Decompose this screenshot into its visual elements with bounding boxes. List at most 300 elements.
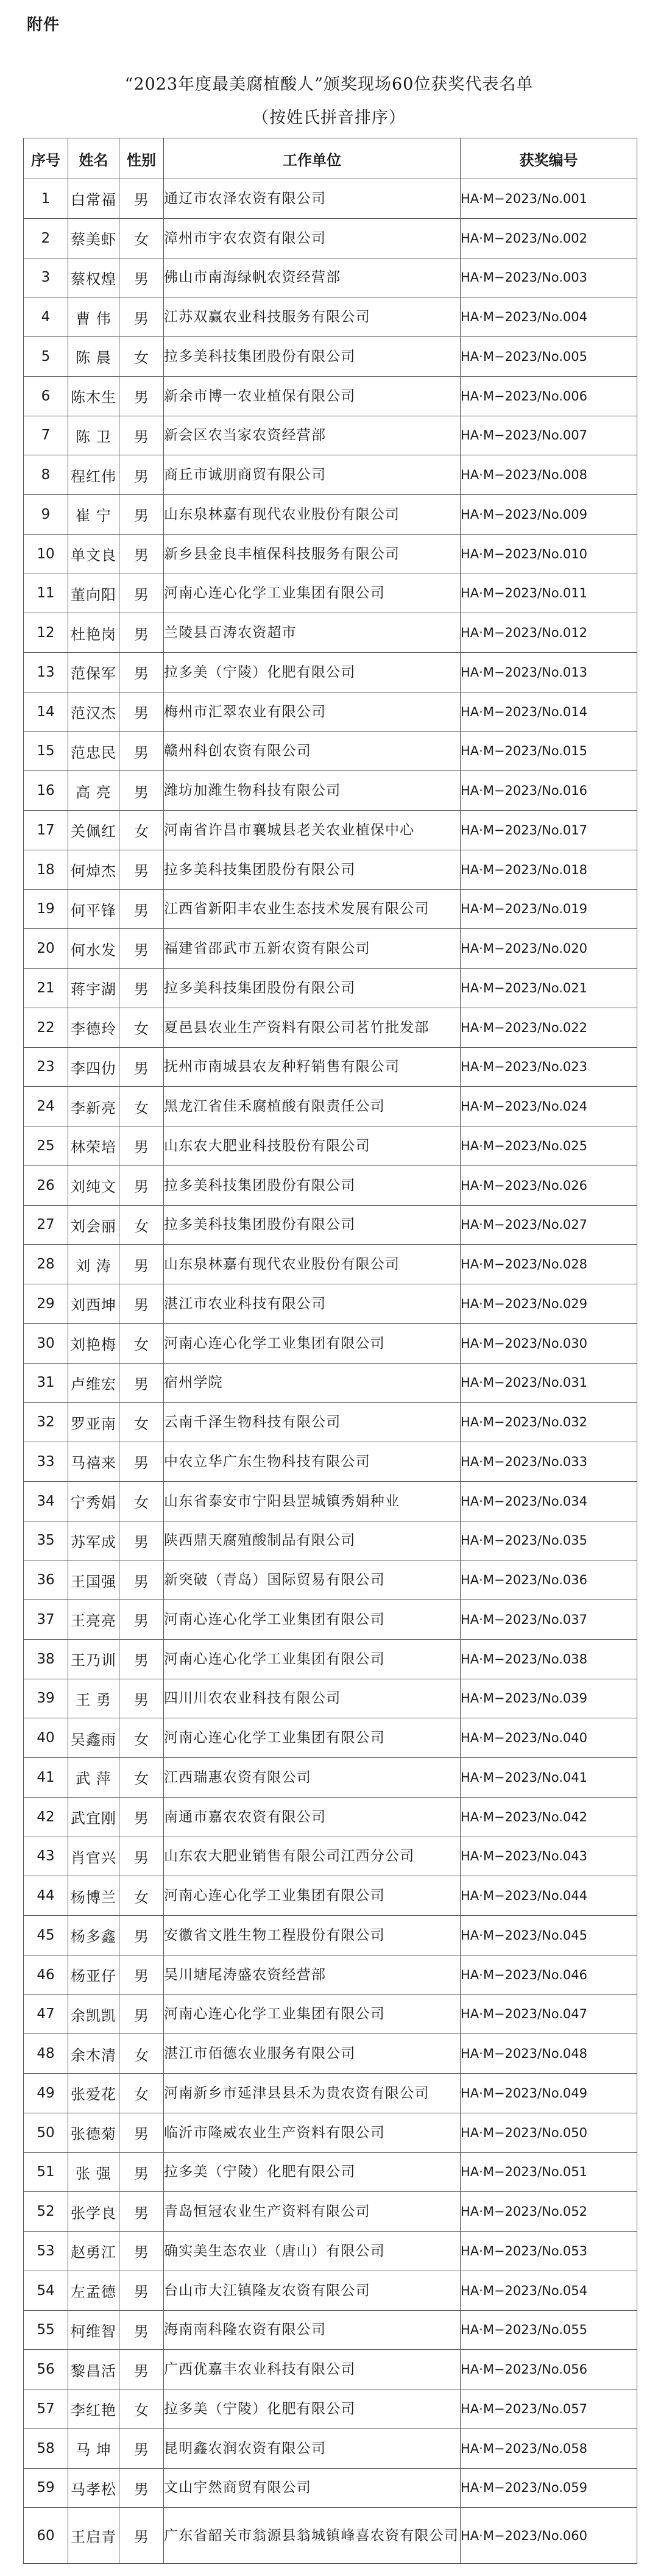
row-work-unit: 广东省韶关市翁源县翁城镇峰喜农资有限公司 (164, 2508, 461, 2564)
row-number: 54 (24, 2271, 68, 2310)
table-body (24, 179, 637, 2564)
table-row (24, 2152, 637, 2192)
row-award-code: HA·M−2023/No.060 (461, 2508, 637, 2564)
row-name: 何焯杰 (68, 850, 119, 889)
row-name: 陈 卫 (68, 416, 119, 455)
row-name: 范保军 (68, 653, 119, 692)
row-work-unit: 陕西鼎天腐殖酸制品有限公司 (164, 1521, 461, 1560)
row-award-code: HA·M−2023/No.050 (461, 2113, 637, 2152)
row-name: 武 萍 (68, 1758, 119, 1798)
row-work-unit: 商丘市诚朋商贸有限公司 (164, 455, 461, 495)
row-award-code: HA·M−2023/No.035 (461, 1521, 637, 1560)
row-name: 张 强 (68, 2152, 119, 2192)
row-work-unit: 河南心连心化学工业集团有限公司 (164, 1718, 461, 1758)
table-row (24, 455, 637, 495)
row-award-code: HA·M−2023/No.030 (461, 1323, 637, 1363)
table-row (24, 2428, 637, 2468)
row-name: 陈木生 (68, 376, 119, 416)
row-number: 45 (24, 1916, 68, 1955)
row-number: 12 (24, 613, 68, 653)
row-name: 余凯凯 (68, 1994, 119, 2034)
table-row (24, 2310, 637, 2350)
row-name: 陈 晨 (68, 337, 119, 377)
row-gender: 男 (119, 1245, 164, 1284)
table-row (24, 1639, 637, 1679)
row-award-code: HA·M−2023/No.015 (461, 731, 637, 771)
row-name: 苏军成 (68, 1521, 119, 1560)
table-row (24, 1600, 637, 1640)
row-name: 范汉杰 (68, 692, 119, 731)
table-row (24, 1126, 637, 1166)
row-number: 30 (24, 1323, 68, 1363)
row-name: 宁秀娟 (68, 1481, 119, 1521)
row-award-code: HA·M−2023/No.040 (461, 1718, 637, 1758)
row-award-code: HA·M−2023/No.020 (461, 929, 637, 969)
row-name: 刘 涛 (68, 1245, 119, 1284)
row-number: 7 (24, 416, 68, 455)
row-award-code: HA·M−2023/No.002 (461, 218, 637, 258)
row-gender: 男 (119, 2232, 164, 2271)
row-work-unit: 潍坊加潍生物科技有限公司 (164, 771, 461, 811)
row-work-unit: 中农立华广东生物科技有限公司 (164, 1442, 461, 1482)
row-gender: 男 (119, 258, 164, 297)
row-award-code: HA·M−2023/No.039 (461, 1679, 637, 1718)
row-name: 曹 伟 (68, 297, 119, 337)
row-work-unit: 河南心连心化学工业集团有限公司 (164, 574, 461, 613)
row-award-code: HA·M−2023/No.043 (461, 1837, 637, 1876)
row-award-code: HA·M−2023/No.058 (461, 2428, 637, 2468)
table-row (24, 337, 637, 377)
row-number: 23 (24, 1047, 68, 1087)
row-work-unit: 四川川农农业科技有限公司 (164, 1679, 461, 1718)
row-gender: 男 (119, 771, 164, 811)
row-gender: 女 (119, 1205, 164, 1245)
row-number: 21 (24, 969, 68, 1008)
row-number: 18 (24, 850, 68, 889)
row-number: 22 (24, 1008, 68, 1047)
row-number: 33 (24, 1442, 68, 1482)
row-name: 黎昌活 (68, 2350, 119, 2389)
table-row (24, 1481, 637, 1521)
table-row (24, 1758, 637, 1798)
row-work-unit: 青岛恒冠农业生产资料有限公司 (164, 2192, 461, 2232)
table-row (24, 1994, 637, 2034)
row-name: 王启青 (68, 2508, 119, 2564)
row-gender: 男 (119, 1521, 164, 1560)
row-name: 刘艳梅 (68, 1323, 119, 1363)
table-row (24, 1008, 637, 1047)
row-gender: 女 (119, 1876, 164, 1916)
row-name: 何平锋 (68, 889, 119, 929)
row-gender: 女 (119, 1718, 164, 1758)
row-work-unit: 拉多美（宁陵）化肥有限公司 (164, 2389, 461, 2429)
row-award-code: HA·M−2023/No.027 (461, 1205, 637, 1245)
row-name: 肖官兴 (68, 1837, 119, 1876)
table-row (24, 2389, 637, 2429)
row-award-code: HA·M−2023/No.029 (461, 1284, 637, 1324)
table-row (24, 574, 637, 613)
row-award-code: HA·M−2023/No.017 (461, 811, 637, 850)
column-header-unit: 工作单位 (164, 138, 461, 179)
row-work-unit: 山东农大肥业销售有限公司江西分公司 (164, 1837, 461, 1876)
row-name: 程红伟 (68, 455, 119, 495)
row-number: 4 (24, 297, 68, 337)
row-number: 1 (24, 179, 68, 219)
row-gender: 男 (119, 1284, 164, 1324)
row-number: 32 (24, 1403, 68, 1442)
row-work-unit: 湛江市佰德农业服务有限公司 (164, 2034, 461, 2074)
table-row (24, 1916, 637, 1955)
row-name: 刘会丽 (68, 1205, 119, 1245)
row-gender: 女 (119, 337, 164, 377)
row-name: 蒋宇湖 (68, 969, 119, 1008)
table-row (24, 771, 637, 811)
row-name: 卢维宏 (68, 1363, 119, 1403)
row-work-unit: 广西优嘉丰农业科技有限公司 (164, 2350, 461, 2389)
row-name: 杨亚仔 (68, 1955, 119, 1994)
table-row (24, 1047, 637, 1087)
table-row (24, 1521, 637, 1560)
column-header-gender: 性别 (119, 138, 164, 179)
row-gender: 男 (119, 1442, 164, 1482)
row-number: 43 (24, 1837, 68, 1876)
row-gender: 男 (119, 1126, 164, 1166)
row-work-unit: 宿州学院 (164, 1363, 461, 1403)
row-name: 何水发 (68, 929, 119, 969)
row-work-unit: 江西省新阳丰农业生态技术发展有限公司 (164, 889, 461, 929)
row-name: 蔡美虾 (68, 218, 119, 258)
row-award-code: HA·M−2023/No.010 (461, 534, 637, 574)
row-name: 白常福 (68, 179, 119, 219)
table-row (24, 1679, 637, 1718)
row-gender: 男 (119, 889, 164, 929)
row-name: 李新亮 (68, 1087, 119, 1126)
table-row (24, 1837, 637, 1876)
row-number: 35 (24, 1521, 68, 1560)
table-row (24, 376, 637, 416)
row-number: 41 (24, 1758, 68, 1798)
row-name: 武宜刚 (68, 1797, 119, 1837)
table-header-row (24, 138, 637, 179)
row-work-unit: 云南千泽生物科技有限公司 (164, 1403, 461, 1442)
row-award-code: HA·M−2023/No.026 (461, 1165, 637, 1205)
table-row (24, 1363, 637, 1403)
row-award-code: HA·M−2023/No.022 (461, 1008, 637, 1047)
awardee-table (23, 138, 637, 2564)
row-work-unit: 南通市嘉农农资有限公司 (164, 1797, 461, 1837)
row-work-unit: 山东泉林嘉有现代农业股份有限公司 (164, 1245, 461, 1284)
row-gender: 男 (119, 416, 164, 455)
row-name: 王亮亮 (68, 1600, 119, 1640)
row-name: 马 坤 (68, 2428, 119, 2468)
row-work-unit: 江苏双赢农业科技服务有限公司 (164, 297, 461, 337)
row-number: 19 (24, 889, 68, 929)
row-number: 10 (24, 534, 68, 574)
row-gender: 男 (119, 2192, 164, 2232)
row-gender: 男 (119, 1560, 164, 1600)
row-award-code: HA·M−2023/No.059 (461, 2468, 637, 2508)
row-number: 42 (24, 1797, 68, 1837)
row-work-unit: 兰陵县百涛农资超市 (164, 613, 461, 653)
row-award-code: HA·M−2023/No.004 (461, 297, 637, 337)
row-gender: 男 (119, 653, 164, 692)
row-work-unit: 漳州市宇农农资有限公司 (164, 218, 461, 258)
row-award-code: HA·M−2023/No.037 (461, 1600, 637, 1640)
table-row (24, 2271, 637, 2310)
row-gender: 女 (119, 218, 164, 258)
row-name: 王 勇 (68, 1679, 119, 1718)
row-number: 50 (24, 2113, 68, 2152)
row-name: 李红艳 (68, 2389, 119, 2429)
row-gender: 男 (119, 574, 164, 613)
row-gender: 女 (119, 1008, 164, 1047)
table-row (24, 1876, 637, 1916)
table-row (24, 2192, 637, 2232)
row-gender: 男 (119, 534, 164, 574)
row-name: 王国强 (68, 1560, 119, 1600)
row-name: 左孟德 (68, 2271, 119, 2310)
row-number: 39 (24, 1679, 68, 1718)
table-row (24, 692, 637, 731)
row-award-code: HA·M−2023/No.041 (461, 1758, 637, 1798)
row-award-code: HA·M−2023/No.052 (461, 2192, 637, 2232)
row-number: 31 (24, 1363, 68, 1403)
row-number: 25 (24, 1126, 68, 1166)
row-award-code: HA·M−2023/No.011 (461, 574, 637, 613)
row-award-code: HA·M−2023/No.025 (461, 1126, 637, 1166)
row-work-unit: 山东泉林嘉有现代农业股份有限公司 (164, 495, 461, 535)
table-row (24, 1205, 637, 1245)
row-name: 杜艳岗 (68, 613, 119, 653)
row-number: 36 (24, 1560, 68, 1600)
row-work-unit: 拉多美科技集团股份有限公司 (164, 1165, 461, 1205)
table-row (24, 297, 637, 337)
row-work-unit: 山东省泰安市宁阳县罡城镇秀娟种业 (164, 1481, 461, 1521)
row-number: 3 (24, 258, 68, 297)
row-gender: 男 (119, 1916, 164, 1955)
table-row (24, 850, 637, 889)
row-number: 48 (24, 2034, 68, 2074)
row-name: 李德玲 (68, 1008, 119, 1047)
row-work-unit: 山东农大肥业科技股份有限公司 (164, 1126, 461, 1166)
row-work-unit: 文山宇然商贸有限公司 (164, 2468, 461, 2508)
row-work-unit: 新会区农当家农资经营部 (164, 416, 461, 455)
row-name: 余木清 (68, 2034, 119, 2074)
row-gender: 女 (119, 2074, 164, 2113)
row-name: 范忠民 (68, 731, 119, 771)
row-work-unit: 河南心连心化学工业集团有限公司 (164, 1994, 461, 2034)
row-name: 杨博兰 (68, 1876, 119, 1916)
table-row (24, 1442, 637, 1482)
row-number: 2 (24, 218, 68, 258)
row-number: 15 (24, 731, 68, 771)
row-gender: 男 (119, 2508, 164, 2564)
row-award-code: HA·M−2023/No.009 (461, 495, 637, 535)
row-award-code: HA·M−2023/No.021 (461, 969, 637, 1008)
row-award-code: HA·M−2023/No.003 (461, 258, 637, 297)
page-title: “2023年度最美腐植酸人”颁奖现场60位获奖代表名单 (124, 75, 534, 94)
row-award-code: HA·M−2023/No.024 (461, 1087, 637, 1126)
row-name: 张爱花 (68, 2074, 119, 2113)
row-gender: 男 (119, 969, 164, 1008)
row-name: 张德菊 (68, 2113, 119, 2152)
row-award-code: HA·M−2023/No.045 (461, 1916, 637, 1955)
row-work-unit: 临沂市隆威农业生产资料有限公司 (164, 2113, 461, 2152)
table-row (24, 1797, 637, 1837)
row-gender: 女 (119, 2034, 164, 2074)
row-name: 崔 宁 (68, 495, 119, 535)
row-gender: 男 (119, 376, 164, 416)
row-name: 董向阳 (68, 574, 119, 613)
row-number: 5 (24, 337, 68, 377)
row-award-code: HA·M−2023/No.048 (461, 2034, 637, 2074)
row-gender: 男 (119, 613, 164, 653)
row-award-code: HA·M−2023/No.008 (461, 455, 637, 495)
row-work-unit: 新突破（青岛）国际贸易有限公司 (164, 1560, 461, 1600)
table-row (24, 929, 637, 969)
row-name: 刘西坤 (68, 1284, 119, 1324)
row-name: 马孝松 (68, 2468, 119, 2508)
row-work-unit: 确实美生态农业（唐山）有限公司 (164, 2232, 461, 2271)
row-number: 27 (24, 1205, 68, 1245)
row-award-code: HA·M−2023/No.007 (461, 416, 637, 455)
row-work-unit: 河南心连心化学工业集团有限公司 (164, 1323, 461, 1363)
row-number: 52 (24, 2192, 68, 2232)
row-award-code: HA·M−2023/No.047 (461, 1994, 637, 2034)
row-award-code: HA·M−2023/No.042 (461, 1797, 637, 1837)
row-number: 28 (24, 1245, 68, 1284)
row-work-unit: 抚州市南城县农友种籽销售有限公司 (164, 1047, 461, 1087)
row-number: 49 (24, 2074, 68, 2113)
row-number: 60 (24, 2508, 68, 2564)
row-award-code: HA·M−2023/No.044 (461, 1876, 637, 1916)
row-work-unit: 佛山市南海绿帆农资经营部 (164, 258, 461, 297)
table-row (24, 613, 637, 653)
row-award-code: HA·M−2023/No.016 (461, 771, 637, 811)
row-award-code: HA·M−2023/No.034 (461, 1481, 637, 1521)
row-gender: 男 (119, 2468, 164, 2508)
row-work-unit: 吴川塘尾涛盛农资经营部 (164, 1955, 461, 1994)
row-award-code: HA·M−2023/No.038 (461, 1639, 637, 1679)
row-award-code: HA·M−2023/No.014 (461, 692, 637, 731)
row-work-unit: 江西瑞惠农资有限公司 (164, 1758, 461, 1798)
row-work-unit: 安徽省文胜生物工程股份有限公司 (164, 1916, 461, 1955)
row-award-code: HA·M−2023/No.013 (461, 653, 637, 692)
row-work-unit: 拉多美科技集团股份有限公司 (164, 337, 461, 377)
row-gender: 男 (119, 1837, 164, 1876)
row-gender: 男 (119, 2113, 164, 2152)
row-gender: 男 (119, 297, 164, 337)
row-gender: 男 (119, 1994, 164, 2034)
row-work-unit: 台山市大江镇隆友农资有限公司 (164, 2271, 461, 2310)
row-work-unit: 梅州市汇翠农业有限公司 (164, 692, 461, 731)
table-row (24, 1284, 637, 1324)
table-row (24, 1245, 637, 1284)
row-number: 14 (24, 692, 68, 731)
column-header-no: 序号 (24, 138, 68, 179)
table-row (24, 2113, 637, 2152)
row-work-unit: 湛江市农业科技有限公司 (164, 1284, 461, 1324)
row-number: 55 (24, 2310, 68, 2350)
row-gender: 男 (119, 1363, 164, 1403)
row-number: 29 (24, 1284, 68, 1324)
table-row (24, 1087, 637, 1126)
row-gender: 女 (119, 1758, 164, 1798)
row-award-code: HA·M−2023/No.012 (461, 613, 637, 653)
row-work-unit: 河南心连心化学工业集团有限公司 (164, 1639, 461, 1679)
row-award-code: HA·M−2023/No.036 (461, 1560, 637, 1600)
row-gender: 男 (119, 1955, 164, 1994)
row-gender: 男 (119, 731, 164, 771)
row-work-unit: 拉多美科技集团股份有限公司 (164, 1205, 461, 1245)
row-award-code: HA·M−2023/No.057 (461, 2389, 637, 2429)
row-award-code: HA·M−2023/No.023 (461, 1047, 637, 1087)
row-award-code: HA·M−2023/No.006 (461, 376, 637, 416)
row-gender: 男 (119, 929, 164, 969)
row-work-unit: 拉多美科技集团股份有限公司 (164, 969, 461, 1008)
row-award-code: HA·M−2023/No.028 (461, 1245, 637, 1284)
row-gender: 女 (119, 2389, 164, 2429)
row-work-unit: 河南心连心化学工业集团有限公司 (164, 1600, 461, 1640)
table-row (24, 1718, 637, 1758)
row-name: 杨多鑫 (68, 1916, 119, 1955)
row-name: 吴鑫雨 (68, 1718, 119, 1758)
row-work-unit: 河南新乡市延津县县禾为贵农资有限公司 (164, 2074, 461, 2113)
row-award-code: HA·M−2023/No.001 (461, 179, 637, 219)
row-work-unit: 新余市博一农业植保有限公司 (164, 376, 461, 416)
table-row (24, 811, 637, 850)
column-header-code: 获奖编号 (461, 138, 637, 179)
row-work-unit: 河南省许昌市襄城县老关农业植保中心 (164, 811, 461, 850)
table-row (24, 218, 637, 258)
table-row (24, 2350, 637, 2389)
table-row (24, 2034, 637, 2074)
row-number: 56 (24, 2350, 68, 2389)
row-name: 柯维智 (68, 2310, 119, 2350)
row-gender: 男 (119, 1047, 164, 1087)
row-number: 53 (24, 2232, 68, 2271)
row-gender: 女 (119, 1481, 164, 1521)
row-gender: 女 (119, 811, 164, 850)
row-name: 马禧来 (68, 1442, 119, 1482)
row-number: 37 (24, 1600, 68, 1640)
page-subtitle: （按姓氏拼音排序） (252, 109, 406, 127)
row-gender: 女 (119, 1087, 164, 1126)
row-gender: 男 (119, 1600, 164, 1640)
row-award-code: HA·M−2023/No.055 (461, 2310, 637, 2350)
row-gender: 男 (119, 2350, 164, 2389)
row-gender: 男 (119, 1165, 164, 1205)
row-gender: 男 (119, 2428, 164, 2468)
row-work-unit: 赣州科创农资有限公司 (164, 731, 461, 771)
row-number: 44 (24, 1876, 68, 1916)
row-gender: 男 (119, 179, 164, 219)
table-row (24, 653, 637, 692)
row-work-unit: 新乡县金良丰植保科技服务有限公司 (164, 534, 461, 574)
attachment-label: 附件 (27, 16, 60, 34)
row-award-code: HA·M−2023/No.056 (461, 2350, 637, 2389)
table-row (24, 2468, 637, 2508)
row-award-code: HA·M−2023/No.019 (461, 889, 637, 929)
row-name: 刘纯文 (68, 1165, 119, 1205)
row-gender: 男 (119, 2310, 164, 2350)
row-award-code: HA·M−2023/No.031 (461, 1363, 637, 1403)
table-row (24, 1323, 637, 1363)
row-number: 59 (24, 2468, 68, 2508)
table-row (24, 495, 637, 535)
row-number: 11 (24, 574, 68, 613)
row-work-unit: 夏邑县农业生产资料有限公司茗竹批发部 (164, 1008, 461, 1047)
